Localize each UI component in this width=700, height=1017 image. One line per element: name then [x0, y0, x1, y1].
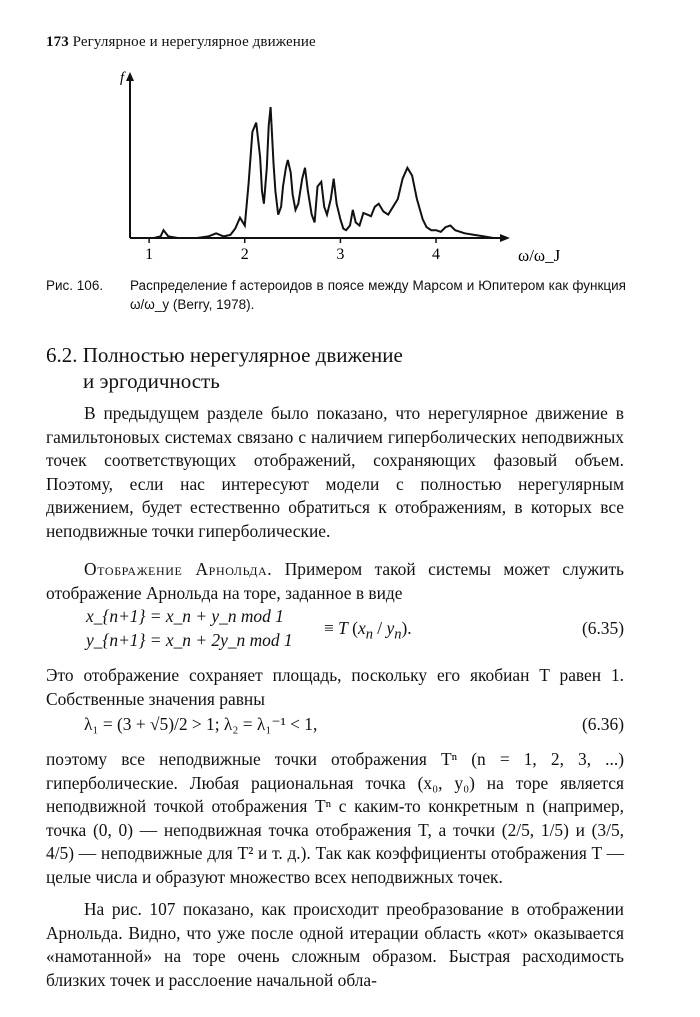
eq-6-36-text: λ₁ = (3 + √5)/2 > 1; λ₂ = λ₁⁻¹ < 1,: [84, 714, 318, 734]
section-title-line1: Полностью нерегулярное движение: [82, 343, 403, 367]
page-number: 173: [46, 34, 69, 50]
y-axis-arrow: [126, 72, 134, 81]
x-tick-label: 1: [145, 246, 154, 263]
x-axis-arrow: [500, 234, 510, 242]
running-header: [46, 34, 316, 51]
asteroid-distribution-chart: [108, 68, 628, 264]
paragraph-1-text: В предыдущем разделе было показано, что нерегулярное движение в гамильтоновых системах связано с наличием гиперболических неподвижных точек соответствующих отображений, сохраняющих фазовый объем. Поэтому, если нас интересуют модели с полностью нерегулярным движением, будет естественно обратиться к отображениям, в которых все неподвижные точки гиперболические.: [46, 403, 624, 541]
eq-number-6-36: (6.36): [581, 714, 624, 734]
eq-number-6-35: (6.35): [581, 618, 624, 638]
paragraph-2-text: Примером такой системы может служить отображение Арнольда на торе, заданное в виде: [46, 559, 624, 603]
paragraph-2: [46, 558, 624, 605]
paragraph-5: [46, 898, 624, 992]
paragraph-3: Это отображение сохраняет площадь, поскольку его якобиан T равен 1. Собственные значения равны: [46, 665, 624, 709]
caption-text: Распределение f астероидов в поясе между Марсом и Юпитером как функция ω/ω_y (Berry, 1978).: [130, 278, 626, 312]
x-tick-label: 3: [336, 246, 345, 263]
equation-6-35: [46, 606, 624, 656]
eq-line-1: x_{n+1} = x_n + y_n mod 1: [86, 606, 284, 626]
distribution-curve: [135, 107, 494, 238]
arnold-map-lead: Отображение Арнольда.: [84, 559, 273, 579]
y-axis-label: f: [120, 70, 125, 86]
section-heading: [46, 342, 403, 394]
eq-line-2: y_{n+1} = x_n + 2y_n mod 1: [86, 630, 293, 650]
caption-label: Рис. 106.: [46, 278, 104, 293]
eq-matrix-form: ≡ T $(x_n / y_n)$.: [324, 618, 412, 643]
x-ticks: [145, 238, 440, 263]
running-title: Регулярное и нерегулярное движение: [72, 34, 316, 50]
paragraph-1: [46, 402, 624, 544]
x-tick-label: 4: [432, 246, 441, 263]
section-title-line2: и эргодичность: [83, 369, 220, 393]
paragraph-4: поэтому все неподвижные точки отображения Tⁿ (n = 1, 2, 3, ...) гиперболические. Любая рациональная точка (x₀, y₀) на торе является неподвижной точкой отображения Tⁿ с каким-то конкретным n (например, точка (0, 0) — неподвижная точка отображения T, а точки (2/5, 1/5) и (3/5, 4/5) — неподвижные для T² и т. д.). Так как коэффициенты отображения T — целые числа и образуют множество всех неподвижных точек.: [46, 749, 624, 887]
x-axis-label: ω/ω_J: [518, 246, 561, 264]
paragraph-5-text: На рис. 107 показано, как происходит преобразование в отображении Арнольда. Видно, что уже после одной итерации область «кот» оказывается «намотанной» на торе очень сложным образом. Быстрая расходимость близких точек и расслоение начальной обла-: [46, 899, 624, 990]
x-tick-label: 2: [240, 246, 249, 263]
section-number: 6.2.: [46, 343, 78, 367]
